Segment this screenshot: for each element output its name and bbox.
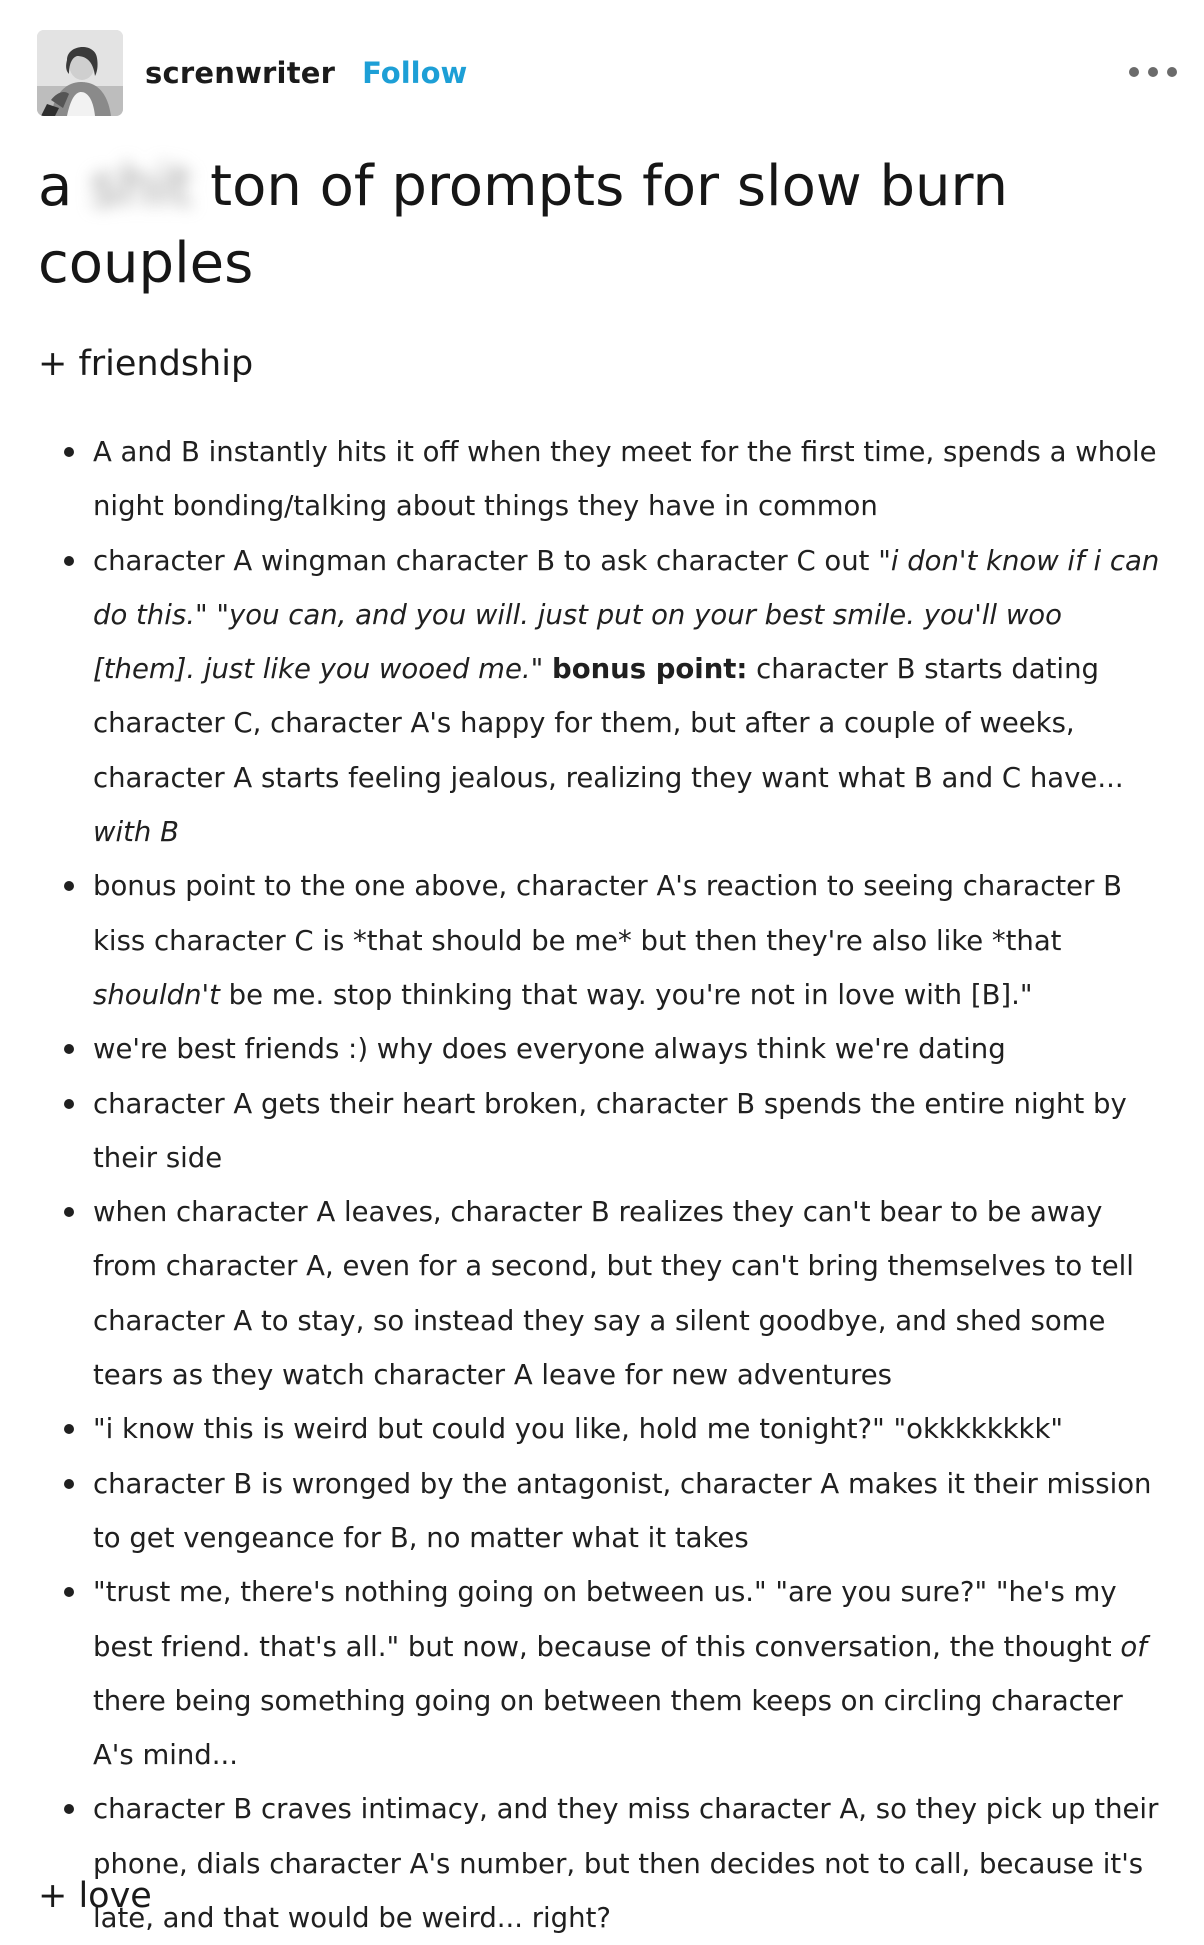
- prompt-italic-text: "i don't know if i can do this." "you can, and you will. just put on your best smile. you'll woo [them]. just like you wooed me.": [93, 544, 1160, 686]
- prompt-text: character B craves intimacy, and they miss character A, so they pick up their phone, dials character A's number, but then decides not to call, because it's late, and that would be weird... right?: [93, 1793, 1159, 1935]
- follow-button[interactable]: Follow: [362, 56, 468, 90]
- prompt-item: [0, 534, 1204, 860]
- prompt-text: when character A leaves, character B realizes they can't bear to be away from character A, even for a second, but they can't bring themselves to tell character A to stay, so instead they say a silent goodbye, and shed some tears as they watch character A leave for new adventures: [93, 1196, 1134, 1392]
- more-dot: [1167, 67, 1177, 77]
- prompt-item: [0, 1457, 1204, 1566]
- prompt-item: [0, 1185, 1204, 1402]
- prompt-list: [0, 425, 1204, 1945]
- avatar-portrait-icon: [37, 30, 123, 116]
- prompt-item: [0, 1782, 1204, 1945]
- prompt-italic-text: shouldn't: [93, 978, 220, 1011]
- prompt-text: A and B instantly hits it off when they meet for the first time, spends a whole night bonding/talking about things they have in common: [93, 436, 1157, 523]
- prompt-item: [0, 425, 1204, 534]
- title-censored-word: shit: [90, 154, 193, 219]
- prompt-text: "i know this is weird but could you like, hold me tonight?" "okkkkkkkk": [93, 1413, 1064, 1446]
- prompt-text: character A wingman character B to ask character C out: [93, 544, 879, 577]
- prompt-text: character B starts dating character C, character A's happy for them, but after a couple of weeks, character A starts feeling jealous, realizing they want what B and C have...: [93, 653, 1124, 794]
- prompt-text: bonus point to the one above, character A's reaction to seeing character B kiss character C is *that should be me* but then they're also like *that: [93, 870, 1122, 957]
- more-options-icon[interactable]: [1129, 61, 1177, 83]
- title-rest: ton of prompts for slow burn couples: [38, 154, 1009, 296]
- post-header: [37, 29, 1177, 117]
- prompt-text: be me. stop thinking that way. you're not in love with [B].": [219, 978, 1033, 1011]
- prompt-item: [0, 1402, 1204, 1456]
- section-heading-love: + love: [38, 1876, 152, 1916]
- section-heading-friendship: + friendship: [38, 344, 254, 384]
- prompt-item: [0, 1077, 1204, 1186]
- more-dot: [1129, 67, 1139, 77]
- post-title: [38, 148, 1138, 302]
- prompt-item: [0, 1022, 1204, 1076]
- title-prefix: a: [38, 154, 73, 219]
- avatar[interactable]: [37, 30, 123, 116]
- prompt-italic-text: with B: [93, 816, 179, 849]
- prompt-italic-text: of: [1120, 1630, 1147, 1663]
- prompt-text: character A gets their heart broken, character B spends the entire night by their side: [93, 1087, 1127, 1174]
- prompt-bold-text: bonus point:: [552, 653, 748, 686]
- prompt-text: we're best friends :) why does everyone always think we're dating: [93, 1033, 1006, 1066]
- prompt-item: [0, 1565, 1204, 1782]
- username[interactable]: screnwriter: [145, 56, 336, 90]
- prompt-text: there being something going on between them keeps on circling character A's mind...: [93, 1684, 1123, 1772]
- prompt-text: character B is wronged by the antagonist, character A makes it their mission to get vengeance for B, no matter what it takes: [93, 1467, 1152, 1554]
- prompt-item: [0, 859, 1204, 1022]
- more-dot: [1148, 67, 1158, 77]
- prompt-text: "trust me, there's nothing going on between us." "are you sure?" "he's my best friend. that's all." but now, because of this conversation, the thought: [93, 1576, 1121, 1663]
- prompt-text: [543, 653, 552, 685]
